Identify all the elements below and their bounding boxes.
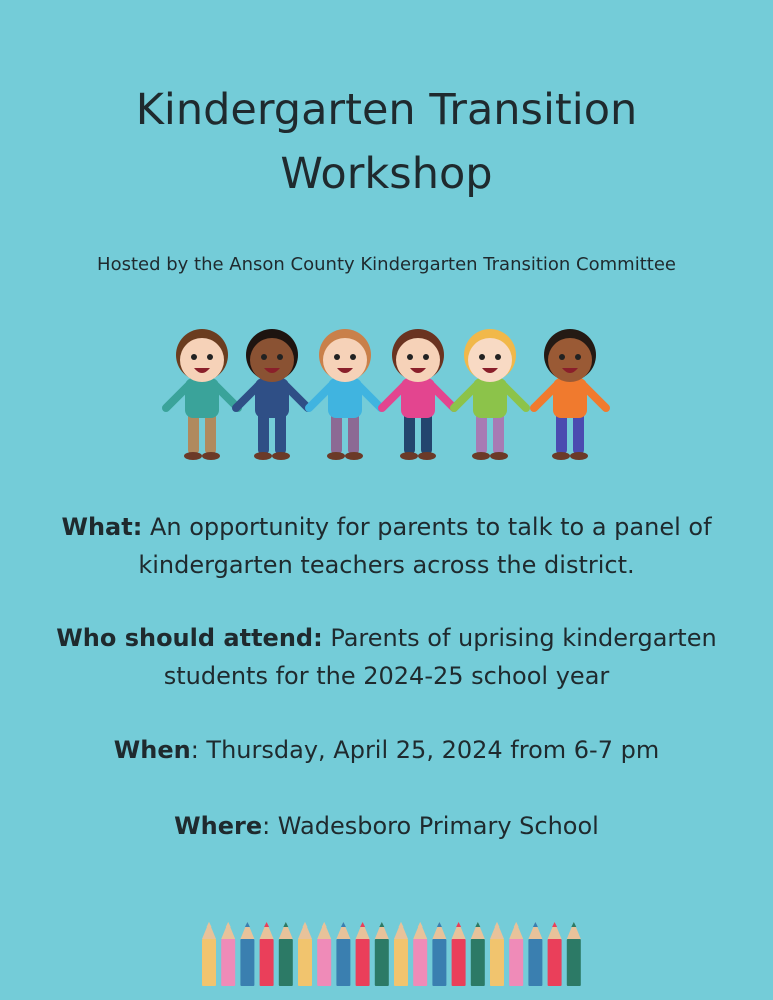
pencil-icon <box>394 922 408 986</box>
who-label: Who should attend: <box>56 624 323 652</box>
page-title <box>0 78 773 206</box>
where-label: Where <box>174 812 263 840</box>
pencil-icon <box>413 922 427 986</box>
subtitle: Hosted by the Anson County Kindergarten Transition Committee <box>97 254 676 275</box>
pencil-icon <box>509 922 523 986</box>
pencil-icon <box>375 922 389 986</box>
pencil-icon <box>336 922 350 986</box>
pencil-icon <box>548 922 562 986</box>
when-label: When <box>113 736 191 764</box>
child-figure <box>309 329 381 460</box>
what-text: An opportunity for parents to talk to a panel of kindergarten teachers across the district. <box>138 513 712 579</box>
pencil-icon <box>279 922 293 986</box>
where-detail <box>20 807 753 845</box>
pencil-icon <box>432 922 446 986</box>
what-detail <box>20 508 753 584</box>
pencil-icon <box>260 922 274 986</box>
children-holding-hands-illustration <box>150 320 620 465</box>
child-figure <box>166 329 238 460</box>
who-detail <box>20 619 753 695</box>
pencil-icon <box>528 922 542 986</box>
child-figure <box>382 329 454 460</box>
who-text: Parents of uprising kindergarten students for the 2024-25 school year <box>163 624 717 690</box>
title-line-2: Workshop <box>280 149 493 199</box>
pencil-icon <box>202 922 216 986</box>
pencil-icon <box>490 922 504 986</box>
pencil-icon <box>356 922 370 986</box>
child-figure <box>534 329 606 460</box>
pencil-icon <box>317 922 331 986</box>
child-figure <box>454 329 526 460</box>
where-text: : Wadesboro Primary School <box>262 812 599 840</box>
pencil-icon <box>240 922 254 986</box>
when-detail <box>20 731 753 769</box>
title-line-1: Kindergarten Transition <box>135 85 638 135</box>
when-text: : Thursday, April 25, 2024 from 6-7 pm <box>190 736 660 764</box>
pencil-icon <box>221 922 235 986</box>
pencil-icon <box>567 922 581 986</box>
pencil-icon <box>298 922 312 986</box>
colored-pencils-decoration <box>190 915 590 995</box>
what-label: What: <box>61 513 143 541</box>
pencil-icon <box>471 922 485 986</box>
child-figure <box>236 329 308 460</box>
pencil-icon <box>452 922 466 986</box>
